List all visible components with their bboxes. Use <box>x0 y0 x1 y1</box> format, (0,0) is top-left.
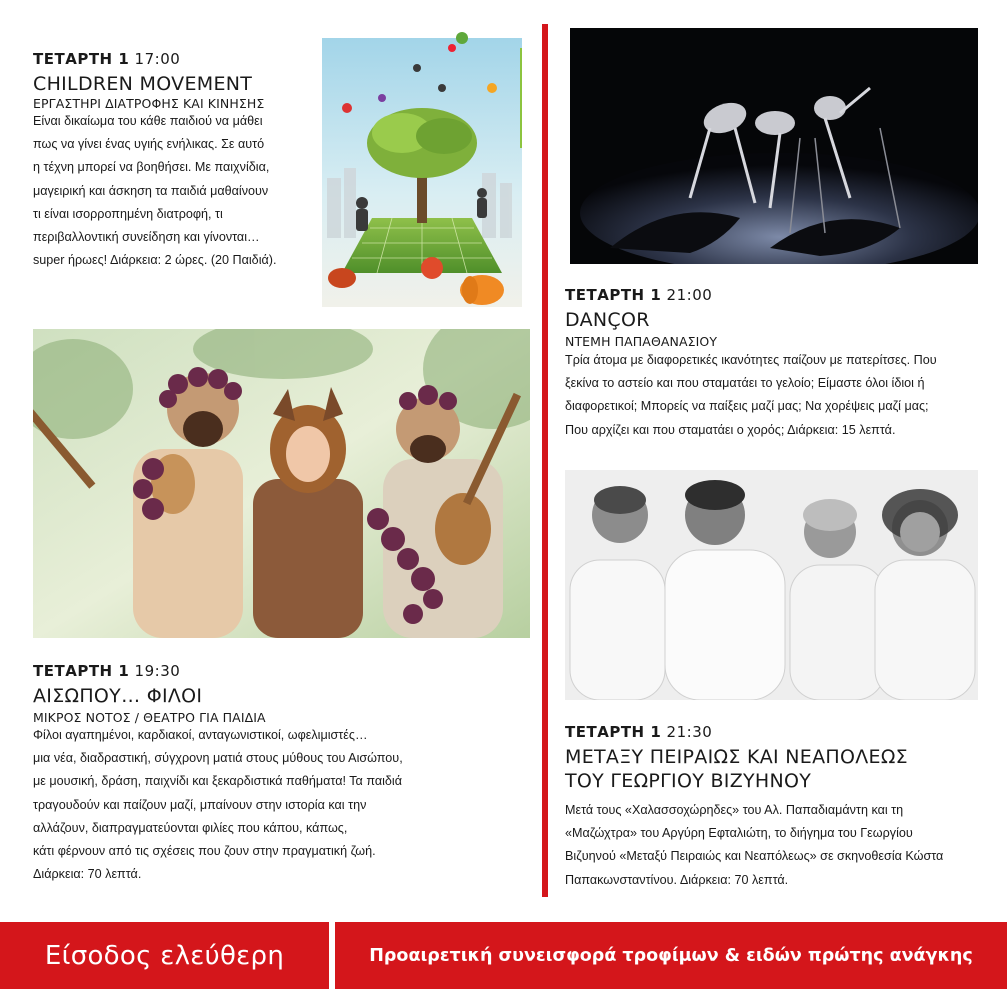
event-date <box>33 662 528 680</box>
event-date <box>33 50 323 68</box>
event-title: DANÇOR <box>565 309 650 331</box>
aesop-friends-performers-photo <box>33 329 530 638</box>
event-day: ΤΕΤΑΡΤΗ 1 <box>565 723 662 741</box>
event-children-movement <box>33 50 323 272</box>
children-movement-poster-image <box>322 28 522 307</box>
dancor-performance-photo <box>570 28 978 264</box>
event-dancor <box>565 286 985 442</box>
footer-free-entry-banner <box>0 922 329 989</box>
event-title: CHILDREN MOVEMENT <box>33 73 253 95</box>
footer-free-entry-text: Είσοδος ελεύθερη <box>44 940 285 971</box>
event-subtitle: ΕΡΓΑΣΤΗΡΙ ΔΙΑΤΡΟΦΗΣ ΚΑΙ ΚΙΝΗΣΗΣ <box>33 96 265 111</box>
event-title: ΜΕΤΑΞΥ ΠΕΙΡΑΙΩΣ ΚΑΙ ΝΕΑΠΟΛΕΩΣ ΤΟΥ ΓΕΩΡΓΙΟΥ ΒΙΖΥΗΝΟΥ <box>565 746 908 792</box>
event-time: 21:00 <box>666 286 713 304</box>
footer-contribution-text: Προαιρετική συνεισφορά τροφίμων & ειδών πρώτης ανάγκης <box>369 945 973 966</box>
column-divider <box>542 24 548 897</box>
event-day: ΤΕΤΑΡΤΗ 1 <box>565 286 662 304</box>
metaxy-cast-photo <box>565 470 978 700</box>
event-description: Φίλοι αγαπημένοι, καρδιακοί, ανταγωνιστικοί, ωφελιμιστές… μια νέα, διαδραστική, σύγχρονη ματιά στους μύθους του Αισώπου, με μουσική, δράση, παιχνίδι και ξεκαρδιστικά παθήματα! Τα παιδιά τραγουδούν και παίζουν μαζί, μπαίνουν στην ιστορία και την αλλάζουν, διαπραγματεύονται φιλίες που κάπου, κάπως, κάτι φέρνουν από τις σχέσεις που ζουν στην πραγματική ζωή. Διάρκεια: 70 λεπτά. <box>33 728 403 882</box>
event-subtitle: ΜΙΚΡΟΣ ΝΟΤΟΣ / ΘΕΑΤΡΟ ΓΙΑ ΠΑΙΔΙΑ <box>33 710 266 725</box>
event-aesop-friends <box>33 662 528 886</box>
event-date <box>565 286 985 304</box>
event-day: ΤΕΤΑΡΤΗ 1 <box>33 662 130 680</box>
event-time: 21:30 <box>666 723 713 741</box>
event-description: Τρία άτομα με διαφορετικές ικανότητες παίζουν με πατερίτσες. Που ξεκίνα το αστείο και που σταματάει το γελοίο; Είμαστε όλοι ίδιοι ή διαφορετικοί; Μπορείς να παίξεις μαζί μας; Να χορέψεις μαζί μας; Που αρχίζει και που σταματάει ο χορός; Διάρκεια: 15 λεπτά. <box>565 353 937 437</box>
event-day: ΤΕΤΑΡΤΗ 1 <box>33 50 130 68</box>
event-time: 19:30 <box>134 662 181 680</box>
event-subtitle: ΝΤΕΜΗ ΠΑΠΑΘΑΝΑΣΙΟΥ <box>565 334 718 349</box>
event-description: Είναι δικαίωμα του κάθε παιδιού να μάθει πως να γίνει ένας υγιής ενήλικας. Σε αυτό η τέχνη μπορεί να βοηθήσει. Με παιχνίδια, μαγειρική και άσκηση τα παιδιά μαθαίνουν τι είναι ισορροπημένη διατροφή, τι περιβαλλοντική συνείδηση και γίνονται… super ήρωες! Διάρκεια: 2 ώρες. (20 Παιδιά). <box>33 114 277 268</box>
event-title: ΑΙΣΩΠΟΥ… ΦΙΛΟΙ <box>33 685 203 707</box>
event-description: Μετά τους «Χαλασσοχώρηδες» του Αλ. Παπαδιαμάντη και τη «Μαζώχτρα» του Αργύρη Εφταλιώτη, το διήγημα του Γεωργίου Βιζυηνού «Μεταξύ Πειραιώς και Νεαπόλεως» σε σκηνοθεσία Κώστα Παπακωνσταντίνου. Διάρκεια: 70 λεπτά. <box>565 803 944 887</box>
footer-contribution-banner <box>335 922 1007 989</box>
event-date <box>565 723 985 741</box>
event-time: 17:00 <box>134 50 181 68</box>
event-metaxy-peiraios <box>565 723 985 892</box>
